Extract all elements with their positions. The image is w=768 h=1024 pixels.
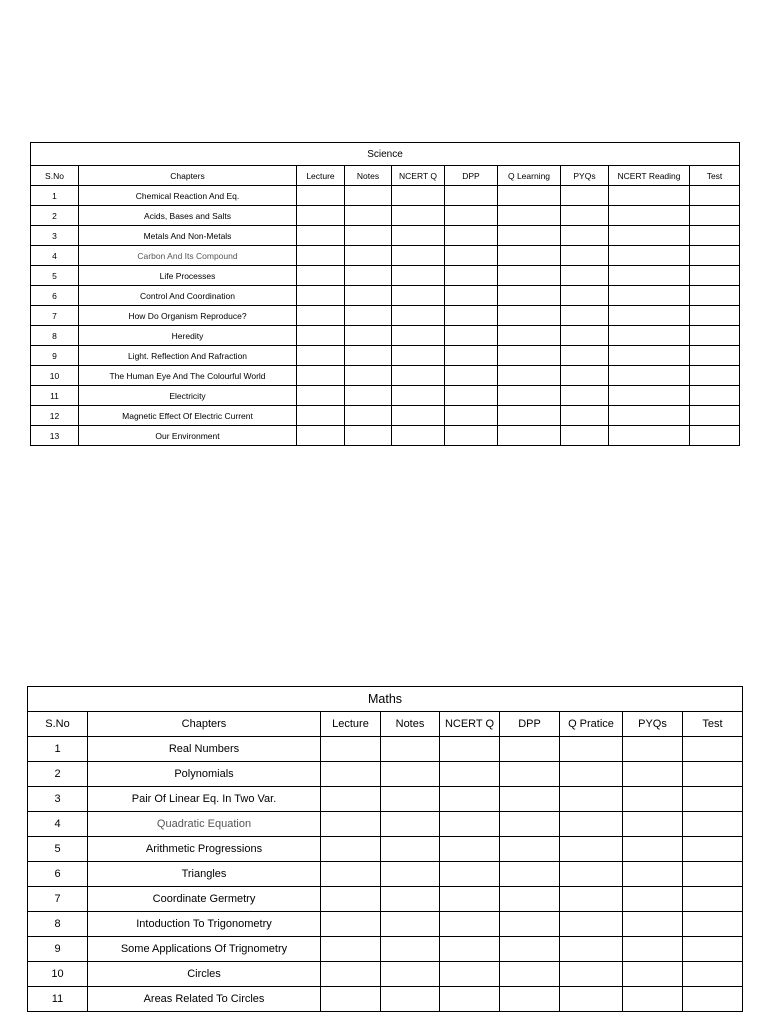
empty-cell [345,426,392,446]
empty-cell [623,912,683,937]
chapter-name: Intoduction To Trigonometry [88,912,321,937]
science-header-cell: NCERT Q [392,166,445,186]
empty-cell [609,386,690,406]
empty-cell [297,346,345,366]
empty-cell [690,426,740,446]
empty-cell [690,326,740,346]
empty-cell [560,762,623,787]
chapter-name: Coordinate Germetry [88,887,321,912]
empty-cell [297,426,345,446]
chapter-name: Electricity [79,386,297,406]
empty-cell [498,266,561,286]
maths-header-cell: Q Pratice [560,712,623,737]
empty-cell [623,837,683,862]
empty-cell [381,887,440,912]
empty-cell [445,206,498,226]
empty-cell [683,787,743,812]
empty-cell [609,286,690,306]
maths-header-cell: Test [683,712,743,737]
row-number: 5 [28,837,88,862]
empty-cell [500,937,560,962]
empty-cell [345,246,392,266]
empty-cell [560,787,623,812]
table-row [31,306,740,326]
empty-cell [498,246,561,266]
empty-cell [498,226,561,246]
empty-cell [560,912,623,937]
empty-cell [609,186,690,206]
table-row [31,246,740,266]
table-row [31,226,740,246]
empty-cell [297,206,345,226]
row-number: 5 [31,266,79,286]
empty-cell [690,226,740,246]
empty-cell [392,386,445,406]
row-number: 11 [28,987,88,1012]
chapter-name: Polynomials [88,762,321,787]
empty-cell [623,812,683,837]
empty-cell [381,812,440,837]
empty-cell [561,286,609,306]
empty-cell [297,266,345,286]
empty-cell [498,366,561,386]
empty-cell [560,837,623,862]
empty-cell [498,206,561,226]
science-header-cell: NCERT Reading [609,166,690,186]
science-header-cell: S.No [31,166,79,186]
empty-cell [392,186,445,206]
empty-cell [683,812,743,837]
empty-cell [392,286,445,306]
chapter-name: Control And Coordination [79,286,297,306]
empty-cell [683,887,743,912]
table-row [28,962,743,987]
chapter-name: Pair Of Linear Eq. In Two Var. [88,787,321,812]
row-number: 8 [28,912,88,937]
empty-cell [609,226,690,246]
empty-cell [609,346,690,366]
table-row [28,862,743,887]
science-table [30,142,740,446]
empty-cell [683,762,743,787]
table-row [31,286,740,306]
empty-cell [560,962,623,987]
empty-cell [345,366,392,386]
table-row [31,406,740,426]
row-number: 6 [31,286,79,306]
science-header-cell: Test [690,166,740,186]
empty-cell [381,787,440,812]
row-number: 13 [31,426,79,446]
empty-cell [440,962,500,987]
empty-cell [297,186,345,206]
empty-cell [683,862,743,887]
chapter-name: Some Applications Of Trignometry [88,937,321,962]
empty-cell [440,762,500,787]
empty-cell [609,366,690,386]
empty-cell [560,937,623,962]
empty-cell [345,306,392,326]
chapter-name: Real Numbers [88,737,321,762]
empty-cell [297,386,345,406]
empty-cell [690,306,740,326]
table-row [31,186,740,206]
row-number: 9 [31,346,79,366]
empty-cell [321,787,381,812]
empty-cell [623,987,683,1012]
empty-cell [560,862,623,887]
empty-cell [683,962,743,987]
empty-cell [445,306,498,326]
table-row [28,737,743,762]
empty-cell [440,912,500,937]
empty-cell [500,812,560,837]
empty-cell [500,862,560,887]
table-row [31,326,740,346]
chapter-name: Carbon And Its Compound [79,246,297,266]
row-number: 3 [31,226,79,246]
maths-title: Maths [28,687,743,712]
table-row [28,987,743,1012]
empty-cell [381,737,440,762]
chapter-name: Chemical Reaction And Eq. [79,186,297,206]
empty-cell [440,887,500,912]
empty-cell [297,366,345,386]
empty-cell [345,266,392,286]
empty-cell [609,266,690,286]
chapter-name: Circles [88,962,321,987]
empty-cell [297,246,345,266]
empty-cell [392,266,445,286]
empty-cell [683,937,743,962]
empty-cell [561,406,609,426]
empty-cell [445,226,498,246]
table-row [31,346,740,366]
empty-cell [623,937,683,962]
empty-cell [560,887,623,912]
empty-cell [690,186,740,206]
empty-cell [440,937,500,962]
empty-cell [392,406,445,426]
empty-cell [690,366,740,386]
empty-cell [683,912,743,937]
row-number: 2 [28,762,88,787]
empty-cell [498,186,561,206]
table-row [28,937,743,962]
chapter-name: Quadratic Equation [88,812,321,837]
empty-cell [345,346,392,366]
empty-cell [392,426,445,446]
empty-cell [345,286,392,306]
row-number: 1 [31,186,79,206]
empty-cell [392,306,445,326]
row-number: 7 [28,887,88,912]
empty-cell [381,762,440,787]
empty-cell [560,987,623,1012]
science-header-cell: Notes [345,166,392,186]
science-header-row [31,166,740,186]
table-row [28,812,743,837]
empty-cell [321,937,381,962]
empty-cell [297,306,345,326]
empty-cell [498,426,561,446]
empty-cell [297,286,345,306]
empty-cell [381,962,440,987]
empty-cell [498,406,561,426]
row-number: 9 [28,937,88,962]
chapter-name: Light. Reflection And Rafraction [79,346,297,366]
empty-cell [345,406,392,426]
empty-cell [560,737,623,762]
empty-cell [500,787,560,812]
empty-cell [321,862,381,887]
empty-cell [690,346,740,366]
table-row [31,266,740,286]
science-header-cell: Lecture [297,166,345,186]
table-row [31,426,740,446]
table-row [28,837,743,862]
row-number: 4 [28,812,88,837]
empty-cell [440,837,500,862]
chapter-name: Life Processes [79,266,297,286]
row-number: 12 [31,406,79,426]
maths-header-cell: Notes [381,712,440,737]
row-number: 10 [31,366,79,386]
row-number: 10 [28,962,88,987]
empty-cell [445,286,498,306]
empty-cell [498,306,561,326]
empty-cell [321,737,381,762]
empty-cell [445,386,498,406]
empty-cell [500,962,560,987]
row-number: 8 [31,326,79,346]
empty-cell [690,246,740,266]
empty-cell [500,987,560,1012]
empty-cell [498,286,561,306]
table-row [28,787,743,812]
empty-cell [297,226,345,246]
empty-cell [345,226,392,246]
maths-header-cell: NCERT Q [440,712,500,737]
empty-cell [623,962,683,987]
empty-cell [500,837,560,862]
empty-cell [321,962,381,987]
empty-cell [609,426,690,446]
maths-header-cell: S.No [28,712,88,737]
empty-cell [561,306,609,326]
empty-cell [561,266,609,286]
empty-cell [623,887,683,912]
chapter-name: Acids, Bases and Salts [79,206,297,226]
chapter-name: Areas Related To Circles [88,987,321,1012]
table-row [28,887,743,912]
empty-cell [381,937,440,962]
empty-cell [561,246,609,266]
empty-cell [392,226,445,246]
empty-cell [623,762,683,787]
empty-cell [445,266,498,286]
chapter-name: Magnetic Effect Of Electric Current [79,406,297,426]
empty-cell [609,406,690,426]
empty-cell [440,737,500,762]
table-row [31,386,740,406]
science-table-body [31,143,740,446]
empty-cell [392,326,445,346]
empty-cell [683,737,743,762]
empty-cell [561,226,609,246]
empty-cell [381,912,440,937]
empty-cell [561,426,609,446]
empty-cell [345,206,392,226]
empty-cell [500,762,560,787]
empty-cell [445,426,498,446]
empty-cell [445,406,498,426]
empty-cell [445,186,498,206]
empty-cell [609,246,690,266]
empty-cell [392,206,445,226]
empty-cell [623,787,683,812]
empty-cell [321,762,381,787]
empty-cell [392,246,445,266]
empty-cell [440,862,500,887]
empty-cell [445,246,498,266]
empty-cell [690,266,740,286]
science-title: Science [31,143,740,166]
empty-cell [683,837,743,862]
maths-table [27,686,743,1012]
row-number: 11 [31,386,79,406]
empty-cell [560,812,623,837]
chapter-name: How Do Organism Reproduce? [79,306,297,326]
science-header-cell: Chapters [79,166,297,186]
empty-cell [392,346,445,366]
empty-cell [561,386,609,406]
empty-cell [609,306,690,326]
empty-cell [345,186,392,206]
empty-cell [381,862,440,887]
maths-header-row [28,712,743,737]
empty-cell [623,862,683,887]
empty-cell [609,206,690,226]
empty-cell [500,887,560,912]
empty-cell [609,326,690,346]
chapter-name: Triangles [88,862,321,887]
empty-cell [498,346,561,366]
chapter-name: Metals And Non-Metals [79,226,297,246]
empty-cell [321,837,381,862]
empty-cell [321,887,381,912]
chapter-name: Arithmetic Progressions [88,837,321,862]
row-number: 2 [31,206,79,226]
empty-cell [381,837,440,862]
empty-cell [297,406,345,426]
empty-cell [440,987,500,1012]
science-header-cell: DPP [445,166,498,186]
empty-cell [690,386,740,406]
empty-cell [445,366,498,386]
row-number: 4 [31,246,79,266]
empty-cell [561,326,609,346]
empty-cell [561,206,609,226]
maths-header-cell: Lecture [321,712,381,737]
empty-cell [561,366,609,386]
empty-cell [345,326,392,346]
empty-cell [440,787,500,812]
row-number: 6 [28,862,88,887]
empty-cell [623,737,683,762]
empty-cell [445,326,498,346]
empty-cell [321,912,381,937]
empty-cell [500,737,560,762]
empty-cell [683,987,743,1012]
empty-cell [561,346,609,366]
empty-cell [381,987,440,1012]
empty-cell [690,286,740,306]
maths-table-body [28,687,743,1012]
chapter-name: Heredity [79,326,297,346]
row-number: 1 [28,737,88,762]
table-row [31,366,740,386]
empty-cell [690,206,740,226]
maths-header-cell: Chapters [88,712,321,737]
empty-cell [440,812,500,837]
empty-cell [297,326,345,346]
science-header-cell: Q Learning [498,166,561,186]
empty-cell [321,812,381,837]
chapter-name: Our Environment [79,426,297,446]
empty-cell [321,987,381,1012]
empty-cell [498,386,561,406]
maths-header-cell: PYQs [623,712,683,737]
empty-cell [345,386,392,406]
row-number: 3 [28,787,88,812]
empty-cell [500,912,560,937]
table-row [28,912,743,937]
table-row [31,206,740,226]
empty-cell [561,186,609,206]
maths-header-cell: DPP [500,712,560,737]
empty-cell [445,346,498,366]
row-number: 7 [31,306,79,326]
empty-cell [690,406,740,426]
science-header-cell: PYQs [561,166,609,186]
empty-cell [392,366,445,386]
chapter-name: The Human Eye And The Colourful World [79,366,297,386]
table-row [28,762,743,787]
empty-cell [498,326,561,346]
